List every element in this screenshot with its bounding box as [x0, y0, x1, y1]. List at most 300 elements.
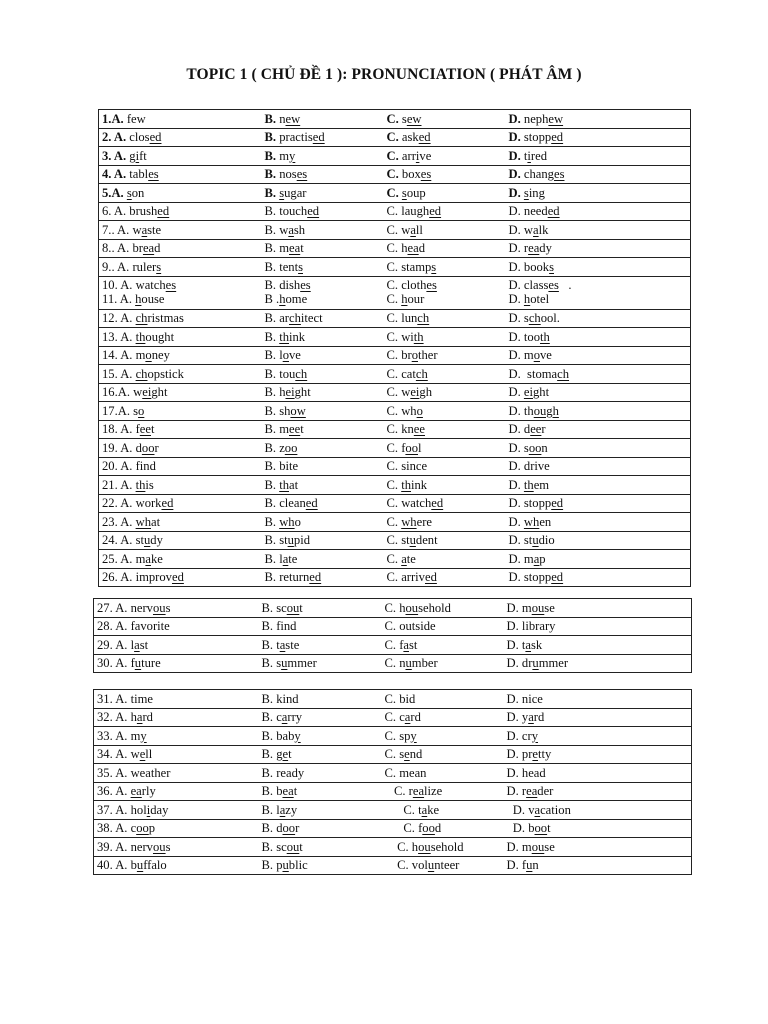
option-c: [384, 147, 506, 166]
option-word-part: watch: [401, 496, 432, 511]
option-word-part: h: [411, 839, 419, 854]
option-prefix: C.: [386, 291, 402, 306]
underlined-sound: u: [405, 656, 412, 671]
option-prefix: D.: [508, 148, 524, 163]
option-a: [99, 276, 262, 309]
option-d: [504, 782, 692, 801]
option-word-part: st: [139, 637, 149, 652]
option-b: [259, 708, 382, 727]
option-prefix: C.: [384, 784, 409, 799]
option-prefix: B.: [264, 204, 280, 219]
option-prefix: C.: [386, 533, 402, 548]
option-word-part: f: [521, 858, 527, 873]
question-row: [99, 165, 691, 184]
option-word-part: ke: [150, 551, 163, 566]
underlined-sound: ch: [417, 311, 430, 326]
underlined-sound: a: [534, 802, 541, 817]
option-prefix: 6. A.: [102, 204, 130, 219]
option-prefix: B.: [264, 366, 280, 381]
option-word-part: nd: [409, 747, 423, 762]
option-a: [99, 258, 262, 277]
option-prefix: 16.A.: [102, 385, 134, 400]
option-d: [506, 568, 691, 587]
option-d: [504, 727, 692, 746]
question-row: [94, 708, 692, 727]
option-word-part: l: [279, 551, 283, 566]
underlined-sound: ch: [415, 366, 428, 381]
option-prefix: C.: [386, 148, 402, 163]
underlined-sound: oo: [528, 440, 542, 455]
option-prefix: C.: [384, 637, 400, 652]
option-prefix: B.: [264, 222, 280, 237]
underlined-sound: ow: [290, 403, 306, 418]
underlined-sound: ed: [418, 130, 431, 145]
option-prefix: 32. A.: [97, 710, 131, 725]
underlined-sound: th: [540, 329, 550, 344]
underlined-sound: ou: [152, 839, 166, 854]
option-word-part: pr: [521, 747, 533, 762]
option-d: [506, 439, 691, 458]
option-word-part: g: [276, 747, 283, 762]
option-c: [382, 636, 504, 655]
option-prefix: B.: [261, 821, 277, 836]
option-a: [99, 147, 262, 166]
underlined-sound: oo: [534, 821, 548, 836]
option-word-part: ink: [289, 329, 306, 344]
option-prefix: 4. A.: [102, 167, 130, 182]
option-word-part: wi: [401, 329, 414, 344]
option-c: [384, 276, 506, 309]
option-a: [99, 328, 262, 347]
question-row: [94, 617, 692, 636]
option-d: [504, 690, 692, 709]
option-word-part: r: [541, 422, 546, 437]
option-word-part: otel: [530, 291, 550, 306]
option-word-part: h: [399, 600, 406, 615]
option-prefix: C.: [386, 329, 402, 344]
option-a: [94, 856, 259, 875]
option-c: [384, 513, 506, 532]
option-word-part: t: [288, 747, 292, 762]
option-word-part: box: [401, 167, 421, 182]
option-a: [94, 690, 259, 709]
option-d: [504, 801, 692, 820]
option-word-part: ght: [533, 385, 550, 400]
option-b: [262, 383, 384, 402]
option-prefix: D.: [506, 656, 522, 671]
underlined-sound: th: [279, 477, 289, 492]
option-word-part: t: [299, 839, 303, 854]
option-d: [504, 654, 692, 673]
question-row: [99, 221, 691, 240]
underlined-sound: ed: [149, 130, 162, 145]
option-prefix: C.: [386, 403, 402, 418]
option-prefix: 2. A.: [102, 130, 130, 145]
option-word-part: rd: [533, 710, 545, 725]
underlined-sound: ough: [533, 403, 559, 418]
option-prefix: C.: [386, 385, 402, 400]
option-word-part: cr: [521, 728, 532, 743]
underlined-sound: ed: [551, 570, 564, 585]
option-word-part: ar: [279, 311, 289, 326]
option-prefix: C.: [384, 858, 412, 873]
option-prefix: C.: [386, 185, 402, 200]
option-d: [506, 110, 691, 129]
option-word-part: chang: [523, 167, 554, 182]
option-c: [384, 221, 506, 240]
option-b: [259, 801, 382, 820]
underlined-sound: a: [282, 551, 289, 566]
option-prefix: B.: [264, 148, 280, 163]
option-word-part: pid: [293, 533, 310, 548]
option-prefix: C.: [386, 496, 402, 511]
option-word-part: ing: [528, 185, 545, 200]
option-a: [94, 819, 259, 838]
underlined-sound: h: [523, 291, 531, 306]
option-word-part: tent: [279, 259, 299, 274]
underlined-sound: oo: [282, 821, 296, 836]
option-prefix: 38. A.: [97, 821, 131, 836]
option-word-part: sh: [279, 403, 291, 418]
option-word-part: clean: [279, 496, 306, 511]
option-word-part: t: [150, 422, 155, 437]
underlined-sound: a: [404, 710, 411, 725]
option-a: [99, 420, 262, 439]
option-word-part: b: [528, 821, 535, 836]
option-word-part: too: [523, 329, 540, 344]
option-prefix: D.: [508, 291, 524, 306]
question-row: [99, 328, 691, 347]
option-word-part: s: [276, 656, 282, 671]
option-word-part: stopp: [523, 496, 552, 511]
option-word-part: d: [434, 821, 442, 836]
option-prefix: C. bid: [384, 691, 416, 706]
option-word-part: w: [401, 222, 411, 237]
option-word-part: ink: [411, 477, 428, 492]
option-c: [382, 654, 504, 673]
option-word-part: ll: [145, 747, 153, 762]
option-b: [259, 838, 382, 857]
underlined-sound: s: [126, 185, 132, 200]
option-word-part: n: [532, 858, 539, 873]
option-word-part: m: [135, 348, 146, 363]
option-word-part: blic: [288, 858, 308, 873]
option-d: [506, 128, 691, 147]
option-prefix: 26. A.: [102, 570, 136, 585]
underlined-sound: u: [409, 533, 416, 548]
option-prefix: C.: [386, 570, 402, 585]
question-row: [99, 439, 691, 458]
underlined-sound: i: [415, 148, 420, 163]
option-b: [259, 654, 382, 673]
option-prefix: 37. A.: [97, 802, 131, 817]
option-word-part: n: [541, 440, 548, 455]
option-b: [259, 856, 382, 875]
option-word-part: sc: [276, 600, 287, 615]
underlined-sound: ed: [429, 204, 442, 219]
option-word-part: t: [299, 600, 303, 615]
option-prefix: D.: [508, 167, 524, 182]
option-prefix: C. outside: [384, 619, 436, 634]
option-prefix: C.: [384, 728, 400, 743]
option-word-part: sehold: [430, 839, 464, 854]
underlined-sound: o: [411, 348, 418, 363]
question-row: [99, 568, 691, 587]
option-word-part: sehold: [418, 600, 451, 615]
option-word-part: h: [279, 385, 286, 400]
option-prefix: D.: [508, 329, 524, 344]
question-row: [94, 856, 692, 875]
option-word-part: neph: [523, 111, 549, 126]
option-d: [506, 420, 691, 439]
option-word-part: red: [530, 148, 547, 163]
option-c: [382, 599, 504, 618]
option-c: [382, 617, 504, 636]
option-word-part: cloth: [401, 277, 427, 292]
option-word-part: b: [276, 784, 283, 799]
option-prefix: D.: [508, 222, 524, 237]
option-word-part: dy: [539, 241, 552, 256]
underlined-sound: ch: [135, 366, 148, 381]
underlined-sound: y: [294, 728, 301, 743]
option-word-part: l: [279, 348, 283, 363]
option-b: [259, 727, 382, 746]
option-word-part: w: [523, 222, 534, 237]
option-word-part: w: [401, 385, 411, 400]
option-prefix: B.: [261, 710, 277, 725]
option-word-part: ve: [419, 148, 432, 163]
option-word-part: st: [135, 533, 144, 548]
option-word-part: brush: [129, 204, 158, 219]
option-prefix: B. bite: [264, 459, 299, 474]
underlined-sound: u: [136, 858, 144, 873]
option-word-part: f: [401, 440, 406, 455]
underlined-sound: o: [416, 403, 423, 418]
option-d: [504, 745, 692, 764]
option-word-part: wh: [401, 403, 417, 418]
option-prefix: C.: [386, 167, 402, 182]
option-d: [506, 513, 691, 532]
underlined-sound: ee: [530, 422, 542, 437]
option-word-part: ouse: [141, 291, 165, 306]
option-word-part: w: [279, 222, 289, 237]
option-word-part: dish: [279, 277, 301, 292]
underlined-sound: es: [165, 277, 177, 292]
option-prefix: B.: [264, 440, 280, 455]
option-b: [262, 457, 384, 476]
option-word-part: m: [521, 839, 532, 854]
option-c: [384, 184, 506, 203]
underlined-sound: ea: [282, 784, 294, 799]
option-word-part: ool.: [540, 311, 560, 326]
option-word-part: ght: [151, 385, 168, 400]
option-prefix: 30. A.: [97, 656, 131, 671]
option-b: [262, 439, 384, 458]
question-row: [99, 258, 691, 277]
underlined-sound: ed: [551, 496, 564, 511]
option-word-part: l: [418, 440, 422, 455]
question-row: [99, 476, 691, 495]
option-prefix: B.: [264, 514, 280, 529]
option-prefix: C.: [384, 839, 412, 854]
underlined-sound: ee: [289, 422, 301, 437]
underlined-sound: s: [156, 259, 162, 274]
option-prefix: 34. A.: [97, 747, 131, 762]
option-word-part: bab: [276, 728, 295, 743]
underlined-sound: ei: [285, 385, 295, 400]
option-word-part: d: [523, 422, 531, 437]
option-prefix: B.: [264, 111, 280, 126]
underlined-sound: u: [144, 533, 151, 548]
question-row: [99, 365, 691, 384]
option-c: [384, 383, 506, 402]
option-prefix: B.: [264, 130, 280, 145]
underlined-sound: s: [279, 185, 285, 200]
underlined-sound: e: [404, 747, 410, 762]
option-word-part: p: [276, 858, 283, 873]
option-word-part: m: [521, 600, 532, 615]
option-word-part: r: [295, 821, 300, 836]
option-prefix: D.: [506, 728, 522, 743]
underlined-sound: ed: [424, 570, 437, 585]
option-word-part: sk: [531, 637, 543, 652]
underlined-sound: s: [298, 259, 303, 274]
option-b: [262, 328, 384, 347]
option-word-part: f: [135, 422, 140, 437]
option-a: [99, 439, 262, 458]
question-row: [99, 202, 691, 221]
option-prefix: D. drive: [508, 459, 550, 474]
option-word-part: gh: [419, 385, 432, 400]
option-word-part: nos: [279, 167, 297, 182]
option-prefix: B.: [261, 637, 277, 652]
question-row: [94, 838, 692, 857]
option-prefix: B.: [264, 259, 280, 274]
option-prefix: C.: [386, 348, 402, 363]
option-word-part: r: [154, 440, 159, 455]
option-prefix: B.: [264, 551, 280, 566]
option-prefix: C.: [386, 241, 402, 256]
option-prefix: B.: [264, 277, 280, 292]
option-word-part: stopp: [523, 130, 552, 145]
option-word-part: s: [165, 600, 171, 615]
question-row: [94, 782, 692, 801]
underlined-sound: ed: [309, 570, 322, 585]
option-prefix: C.: [384, 656, 400, 671]
option-word-part: ther: [418, 348, 438, 363]
option-c: [384, 346, 506, 365]
underlined-sound: ea: [407, 241, 419, 256]
option-d: [506, 494, 691, 513]
option-word-part: sc: [276, 839, 287, 854]
option-c: [382, 838, 504, 857]
option-b: [262, 531, 384, 550]
option-prefix: 27. A.: [97, 600, 131, 615]
underlined-sound: a: [410, 222, 416, 237]
option-word-part: our: [407, 291, 425, 306]
underlined-sound: th: [413, 329, 424, 344]
option-word-part: n: [399, 656, 406, 671]
option-word-part: ought: [145, 329, 175, 344]
option-d: [506, 276, 691, 309]
option-word-part: ll: [415, 222, 423, 237]
option-word-part: s: [399, 747, 405, 762]
option-prefix: D.: [508, 403, 524, 418]
option-a: [94, 617, 259, 636]
option-d: [506, 550, 691, 569]
option-word-part: m: [135, 551, 146, 566]
question-row: [99, 128, 691, 147]
option-a: [99, 531, 262, 550]
option-prefix: C.: [386, 277, 402, 292]
option-word-part: vol: [411, 858, 428, 873]
option-word-part: dr: [521, 656, 533, 671]
option-word-part: l: [130, 637, 135, 652]
option-word-part: te: [406, 551, 416, 566]
option-word-part: m: [523, 551, 534, 566]
option-prefix: 29. A.: [97, 637, 131, 652]
option-a: [99, 128, 262, 147]
option-word-part: w: [130, 747, 140, 762]
underlined-sound: ew: [548, 111, 564, 126]
option-word-part: m: [279, 241, 289, 256]
option-prefix: C.: [386, 366, 402, 381]
underlined-sound: a: [403, 637, 409, 652]
option-word-part: dio: [538, 533, 555, 548]
option-prefix: 14. A.: [102, 348, 136, 363]
question-row: [99, 513, 691, 532]
question-row: [94, 745, 692, 764]
option-prefix: D.: [506, 802, 529, 817]
underlined-sound: ou: [531, 600, 545, 615]
option-prefix: 39. A.: [97, 839, 131, 854]
option-prefix: D.: [506, 600, 522, 615]
option-prefix: B. ready: [261, 765, 305, 780]
option-word-part: o: [294, 514, 301, 529]
underlined-sound: es: [148, 167, 159, 182]
option-word-part: oup: [406, 185, 426, 200]
option-d: [506, 402, 691, 421]
question-row: [99, 420, 691, 439]
option-prefix: C.: [386, 422, 402, 437]
option-word-part: der: [537, 784, 554, 799]
option-word-part: p: [539, 551, 546, 566]
option-b: [262, 494, 384, 513]
option-word-part: ture: [141, 656, 161, 671]
option-b: [262, 239, 384, 258]
underlined-sound: ee: [413, 422, 425, 437]
underlined-sound: s: [431, 259, 437, 274]
questions-table-3: [93, 689, 692, 875]
option-word-part: ve: [289, 348, 301, 363]
option-word-part: t: [547, 821, 551, 836]
underlined-sound: ou: [152, 600, 166, 615]
option-word-part: d: [154, 241, 161, 256]
option-word-part: se: [544, 839, 555, 854]
underlined-sound: ou: [286, 600, 300, 615]
option-word-part: sh: [293, 222, 306, 237]
option-prefix: 35. A. weather: [97, 765, 171, 780]
option-word-part: ugar: [284, 185, 307, 200]
option-a: [94, 654, 259, 673]
option-word-part: f: [130, 656, 135, 671]
option-word-part: itect: [300, 311, 323, 326]
option-prefix: B. kind: [261, 691, 299, 706]
underlined-sound: ed: [547, 204, 560, 219]
underlined-sound: ch: [295, 366, 308, 381]
option-prefix: D.: [508, 259, 524, 274]
option-prefix: D.: [508, 111, 524, 126]
